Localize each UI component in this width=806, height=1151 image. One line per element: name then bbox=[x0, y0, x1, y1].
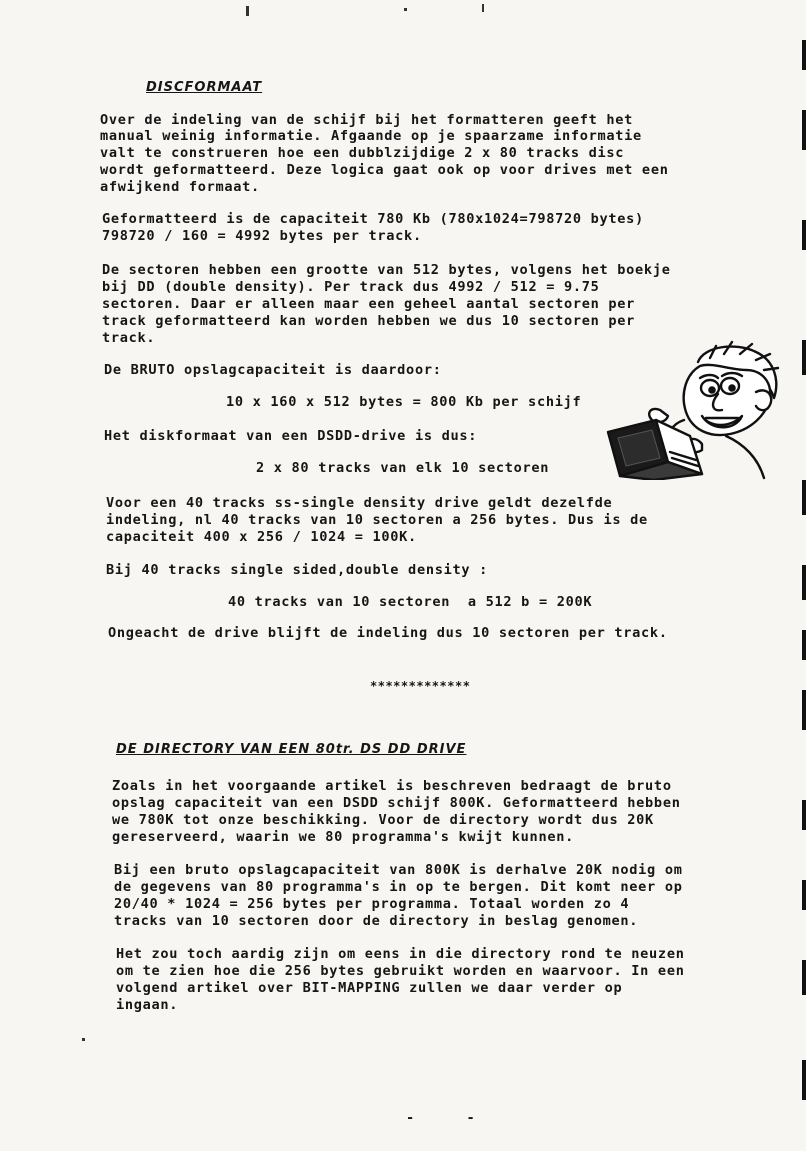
section-heading-discformaat: DISCFORMAAT bbox=[146, 80, 263, 95]
paragraph-line: opslag capaciteit van een DSDD schijf 800K. Geformatteerd hebben bbox=[112, 795, 681, 811]
scan-speck bbox=[404, 8, 407, 11]
paragraph-line: volgend artikel over BIT-MAPPING zullen we daar verder op bbox=[116, 980, 623, 996]
paragraph-line: 798720 / 160 = 4992 bytes per track. bbox=[102, 228, 422, 244]
paragraph-line: manual weinig informatie. Afgaande op je spaarzame informatie bbox=[100, 128, 642, 144]
bruto-intro: De BRUTO opslagcapaciteit is daardoor: bbox=[104, 362, 442, 378]
single-sided-intro: Bij 40 tracks single sided,double density : bbox=[106, 562, 489, 578]
scan-speck bbox=[82, 1038, 85, 1041]
cartoon-illustration bbox=[606, 340, 782, 480]
paragraph-line: wordt geformatteerd. Deze logica gaat ook op voor drives met een bbox=[100, 162, 669, 178]
dsdd-intro: Het diskformaat van een DSDD-drive is dus: bbox=[104, 428, 478, 444]
scan-edge bbox=[802, 110, 806, 150]
scan-edge bbox=[802, 960, 806, 995]
paragraph-line: Zoals in het voorgaande artikel is beschreven bedraagt de bruto bbox=[112, 778, 672, 794]
paragraph-line: tracks van 10 sectoren door de directory in beslag genomen. bbox=[114, 913, 639, 929]
scan-edge bbox=[802, 800, 806, 830]
scan-edge bbox=[802, 565, 806, 600]
scan-edge bbox=[802, 480, 806, 515]
section-heading-directory: DE DIRECTORY VAN EEN 80tr. DS DD DRIVE bbox=[116, 742, 467, 757]
scan-edge bbox=[802, 1060, 806, 1100]
paragraph-line: om te zien hoe die 256 bytes gebruikt worden en waarvoor. In een bbox=[116, 963, 685, 979]
paragraph-line: indeling, nl 40 tracks van 10 sectoren a 256 bytes. Dus is de bbox=[106, 512, 648, 528]
paragraph-line: track. bbox=[102, 330, 156, 346]
scan-edge bbox=[802, 40, 806, 70]
conclusion: Ongeacht de drive blijft de indeling dus 10 sectoren per track. bbox=[108, 625, 668, 641]
paragraph-line: Over de indeling van de schijf bij het formatteren geeft het bbox=[100, 112, 634, 128]
scan-edge bbox=[802, 690, 806, 730]
paragraph-line: Bij een bruto opslagcapaciteit van 800K is derhalve 20K nodig om bbox=[114, 862, 683, 878]
paragraph-line: capaciteit 400 x 256 / 1024 = 100K. bbox=[106, 529, 417, 545]
paragraph-line: sectoren. Daar er alleen maar een geheel aantal sectoren per bbox=[102, 296, 636, 312]
paragraph-line: ingaan. bbox=[116, 997, 179, 1013]
paragraph-line: de gegevens van 80 programma's in op te bergen. Dit komt neer op bbox=[114, 879, 683, 895]
paragraph-line: 20/40 * 1024 = 256 bytes per programma. Totaal worden zo 4 bbox=[114, 896, 630, 912]
paragraph-line: Voor een 40 tracks ss-single density drive geldt dezelfde bbox=[106, 495, 613, 511]
paragraph-line: track geformatteerd kan worden hebben we dus 10 sectoren per bbox=[102, 313, 636, 329]
paragraph-line: De sectoren hebben een grootte van 512 bytes, volgens het boekje bbox=[102, 262, 671, 278]
paragraph-line: we 780K tot onze beschikking. Voor de directory wordt dus 20K bbox=[112, 812, 654, 828]
scan-edge bbox=[802, 880, 806, 910]
scan-edge bbox=[802, 340, 806, 375]
paragraph-line: afwijkend formaat. bbox=[100, 179, 260, 195]
separator: ************* bbox=[370, 679, 471, 693]
bruto-formula: 10 x 160 x 512 bytes = 800 Kb per schijf bbox=[226, 394, 582, 410]
paragraph-line: valt te construeren hoe een dubblzijdige 2 x 80 tracks disc bbox=[100, 145, 625, 161]
scan-speck bbox=[482, 4, 484, 12]
paragraph-line: bij DD (double density). Per track dus 4992 / 512 = 9.75 bbox=[102, 279, 600, 295]
single-sided-formula: 40 tracks van 10 sectoren a 512 b = 200K bbox=[228, 594, 593, 610]
paragraph-line: gereserveerd, waarin we 80 programma's kwijt kunnen. bbox=[112, 829, 574, 845]
paragraph-line: Geformatteerd is de capaciteit 780 Kb (780x1024=798720 bytes) bbox=[102, 211, 644, 227]
page-footer: - - bbox=[406, 1110, 487, 1126]
scan-edge bbox=[802, 220, 806, 250]
dsdd-formula: 2 x 80 tracks van elk 10 sectoren bbox=[256, 460, 550, 476]
paragraph-line: Het zou toch aardig zijn om eens in die directory rond te neuzen bbox=[116, 946, 685, 962]
scan-speck bbox=[246, 6, 249, 16]
scan-edge bbox=[802, 630, 806, 660]
